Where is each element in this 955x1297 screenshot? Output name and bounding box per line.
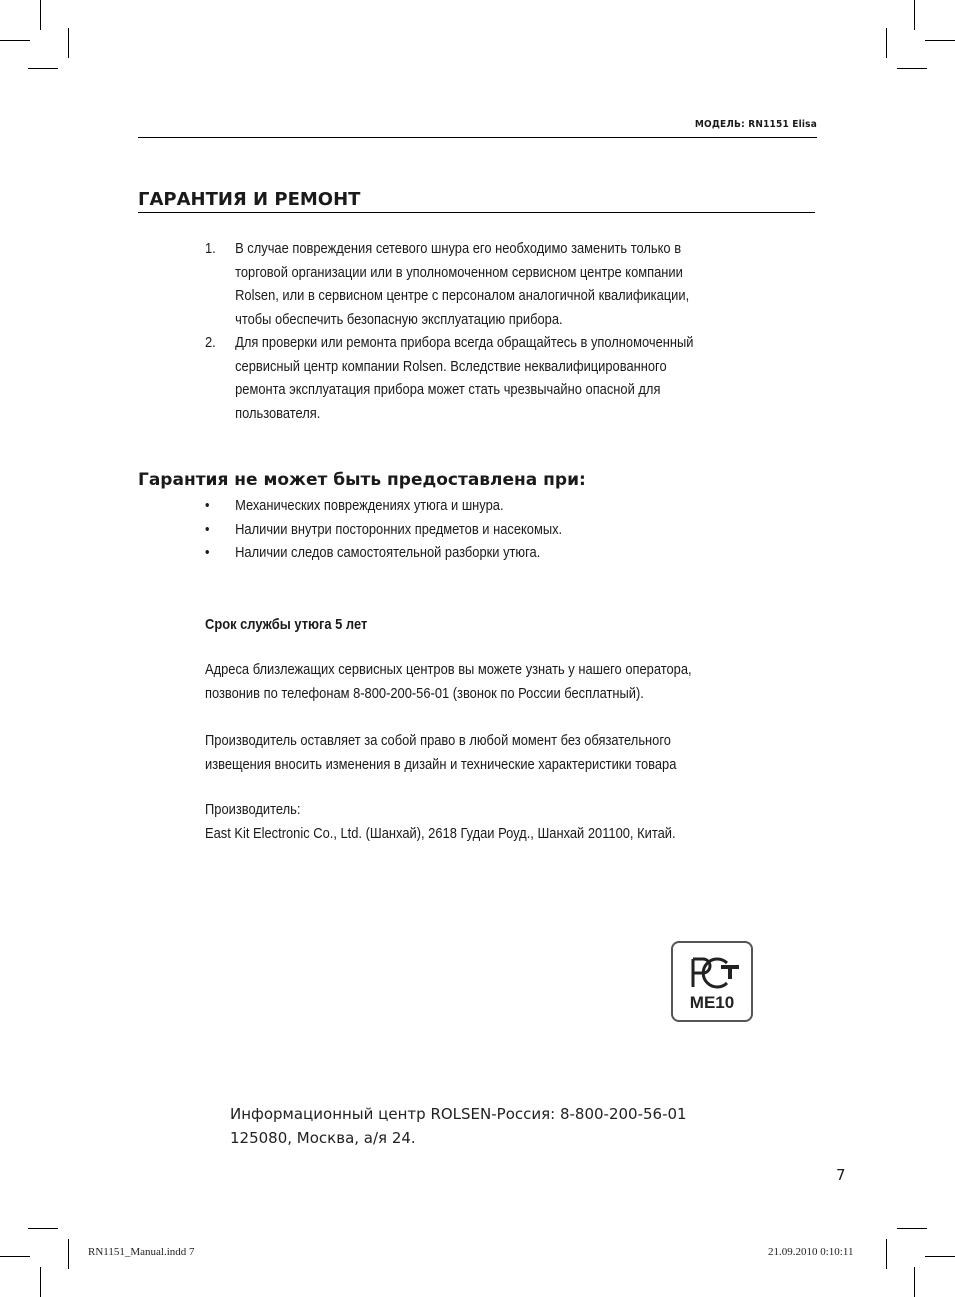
list-item-line: Rolsen, или в сервисном центре с персоналом аналогичной квалификации, bbox=[235, 287, 690, 304]
info-center-address: 125080, Москва, а/я 24. bbox=[230, 1129, 416, 1147]
service-life: Срок службы утюга 5 лет bbox=[205, 616, 368, 633]
list-item-line: сервисный центр компании Rolsen. Вследствие неквалифицированного bbox=[235, 357, 667, 375]
list-item-line: чтобы обеспечить безопасную эксплуатацию прибора. bbox=[235, 310, 563, 328]
header-rule bbox=[138, 137, 817, 138]
list-item bbox=[205, 541, 562, 565]
numbered-list bbox=[205, 237, 738, 425]
manufacturer-paragraph bbox=[205, 798, 676, 845]
list-item-text: Механических повреждениях утюга и шнура. bbox=[235, 497, 504, 514]
exclusions-list bbox=[205, 494, 562, 565]
list-item bbox=[205, 237, 738, 331]
list-item-line: ремонта эксплуатация прибора может стать чрезвычайно опасной для bbox=[235, 381, 661, 398]
page-number: 7 bbox=[836, 1166, 846, 1184]
manufacturer-address: East Kit Electronic Co., Ltd. (Шанхай), 2618 Гудаи Роуд., Шанхай 201100, Китай. bbox=[205, 824, 676, 842]
list-item-line: Для проверки или ремонта прибора всегда обращайтесь в уполномоченный bbox=[235, 334, 694, 351]
list-item-line: В случае повреждения сетевого шнура его необходимо заменить только в bbox=[235, 240, 682, 257]
pct-certification-icon bbox=[671, 941, 753, 989]
paragraph-line: Производитель оставляет за собой право в любой момент без обязательного bbox=[205, 732, 671, 749]
list-item bbox=[205, 518, 562, 542]
header-model: МОДЕЛЬ: RN1151 Elisa bbox=[694, 119, 817, 130]
paragraph-line: позвонив по телефонам 8-800-200-56-01 (звонок по России бесплатный). bbox=[205, 684, 644, 702]
bullet-icon: • bbox=[205, 544, 210, 561]
list-item-text: Наличии следов самостоятельной разборки утюга. bbox=[235, 544, 541, 561]
service-centers-paragraph bbox=[205, 658, 692, 705]
info-center-line: Информационный центр ROLSEN-Россия: 8-800-200-56-01 bbox=[230, 1105, 687, 1123]
paragraph-line: извещения вносить изменения в дизайн и технические характеристики товара bbox=[205, 755, 677, 773]
info-center bbox=[230, 1102, 687, 1150]
list-marker: 2. bbox=[205, 334, 216, 351]
exclusions-heading: Гарантия не может быть предоставлена при: bbox=[138, 470, 586, 490]
list-item-text: Наличии внутри посторонних предметов и насекомых. bbox=[235, 520, 563, 538]
list-item-line: пользователя. bbox=[235, 404, 321, 422]
bullet-icon: • bbox=[205, 520, 210, 538]
list-item bbox=[205, 494, 562, 518]
manufacturer-label: Производитель: bbox=[205, 801, 301, 818]
list-marker: 1. bbox=[205, 240, 216, 257]
bullet-icon: • bbox=[205, 497, 210, 514]
title-rule bbox=[138, 212, 815, 213]
slug-timestamp: 21.09.2010 0:10:11 bbox=[768, 1246, 854, 1258]
manufacturer-rights-paragraph bbox=[205, 729, 676, 776]
section-title: ГАРАНТИЯ И РЕМОНТ bbox=[138, 189, 361, 210]
certification-badge bbox=[671, 941, 753, 1022]
slug-filename: RN1151_Manual.indd 7 bbox=[88, 1246, 195, 1258]
list-item-line: торговой организации или в уполномоченном сервисном центре компании bbox=[235, 263, 683, 281]
certification-code: ME10 bbox=[689, 993, 735, 1012]
paragraph-line: Адреса близлежащих сервисных центров вы можете узнать у нашего оператора, bbox=[205, 661, 692, 678]
list-item bbox=[205, 331, 738, 425]
